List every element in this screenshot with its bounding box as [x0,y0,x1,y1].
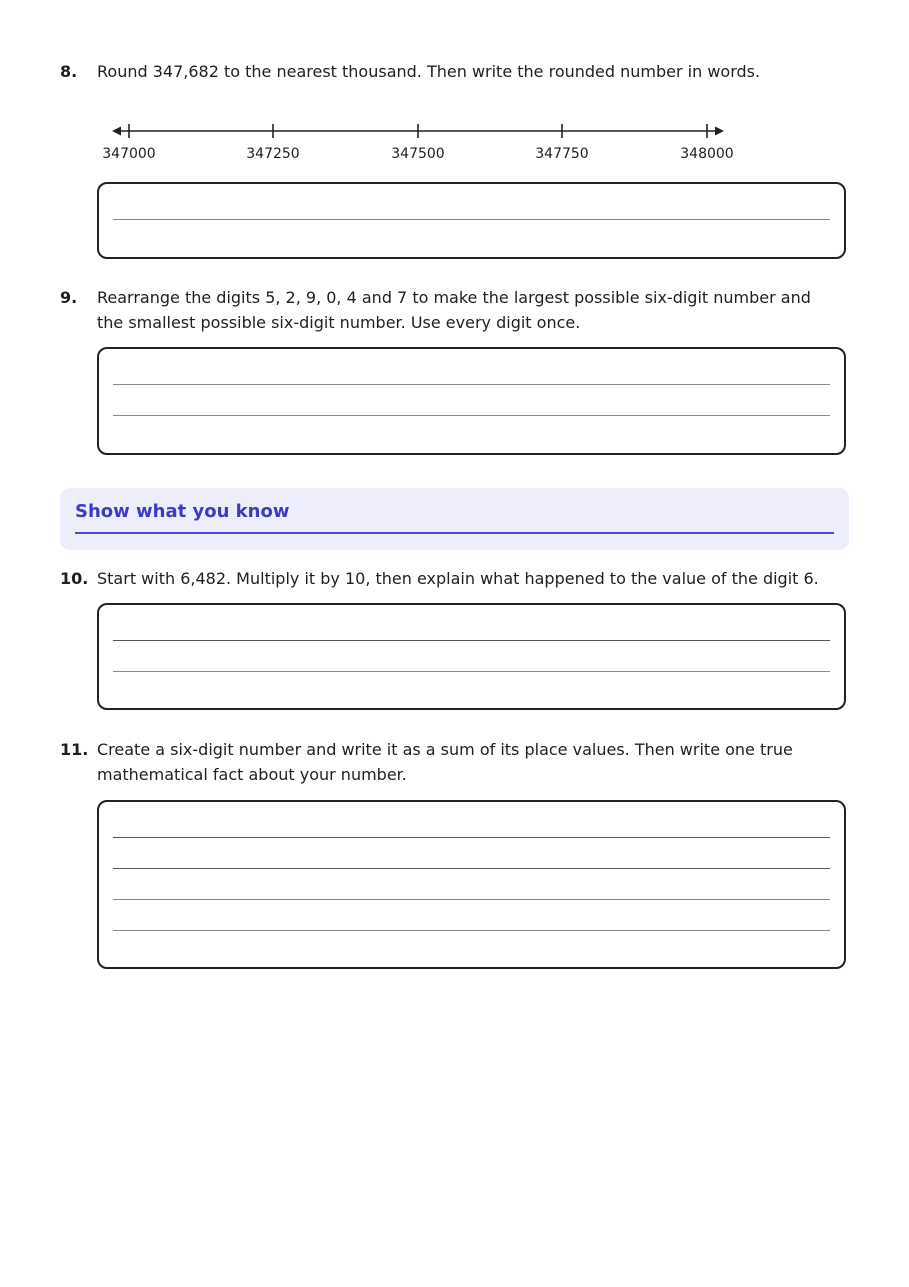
question-number: 8. [60,62,78,81]
answer-box-11[interactable] [97,800,846,969]
question-number: 9. [60,288,78,307]
question-text: Create a six-digit number and write it as a sum of its place values. Then write one true mathematical fact about your number. [97,740,793,784]
answer-line [113,671,830,672]
question-number: 11. [60,740,89,759]
answer-line [113,415,830,416]
number-line-label: 347000 [102,146,156,162]
section-title: Show what you know [75,501,290,522]
section-underline [75,532,834,534]
question-text: Round 347,682 to the nearest thousand. Then write the rounded number in words. [97,62,761,81]
answer-line [113,868,830,869]
answer-box-10[interactable] [97,603,846,710]
number-line-label: 347750 [535,146,589,162]
question-number: 10. [60,569,89,588]
right-arrow-icon [715,127,724,136]
answer-box-9[interactable] [97,347,846,455]
number-line-label: 347250 [246,146,300,162]
number-line-label: 348000 [680,146,734,162]
answer-line [113,899,830,900]
question-text: Start with 6,482. Multiply it by 10, then explain what happened to the value of the digit 6. [97,569,819,588]
answer-line [113,837,830,838]
answer-box-8[interactable] [97,182,846,259]
number-line-label: 347500 [391,146,445,162]
answer-line [113,640,830,641]
answer-line [113,219,830,220]
answer-line [113,384,830,385]
question-text: Rearrange the digits 5, 2, 9, 0, 4 and 7 to make the largest possible six-digit number and the smallest possible six-digit number. Use every digit once. [97,288,811,332]
answer-line [113,930,830,931]
section-header [60,488,849,550]
left-arrow-icon [112,127,121,136]
